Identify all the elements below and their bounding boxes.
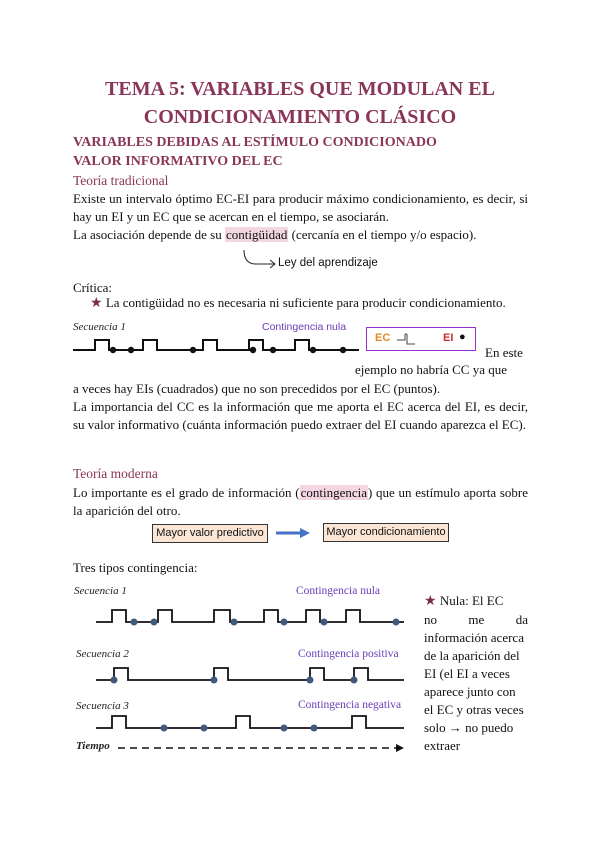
ec-dot xyxy=(211,677,218,684)
fig2-contingency-null: Contingencia nula xyxy=(296,585,380,597)
ec-dot xyxy=(310,347,316,353)
fig2-sequence3-diagram xyxy=(74,710,414,740)
highlight-contingency: contingencia xyxy=(300,485,367,500)
paragraph-optimal-interval: Existe un intervalo óptimo EC-EI para producir máximo condicionamiento, es decir, si hay un EI y un EC que se acercan en el tiempo, se asociarán. xyxy=(73,191,528,224)
text: (cercanía en el tiempo y/o espacio). xyxy=(288,227,477,242)
ec-dot xyxy=(131,619,138,626)
page-title: TEMA 5: VARIABLES QUE MODULAN EL xyxy=(105,78,495,100)
legend-ec: EC xyxy=(375,332,391,344)
ec-dot xyxy=(110,347,116,353)
side-note-line: no me da xyxy=(424,612,528,627)
star-icon: ★ xyxy=(424,594,437,609)
law-label: Ley del aprendizaje xyxy=(278,257,378,269)
ec-dot xyxy=(151,619,158,626)
heading-modern-theory: Teoría moderna xyxy=(73,466,158,481)
critique-item xyxy=(90,295,530,312)
ec-dot xyxy=(231,619,238,626)
legend-step-icon xyxy=(397,332,417,346)
text: La contigüidad no es necesaria ni suficiente para producir condicionamiento. xyxy=(105,295,506,310)
ec-dot xyxy=(111,677,118,684)
ec-dot xyxy=(128,347,134,353)
side-note-line: extraer xyxy=(424,738,461,753)
ec-dot xyxy=(270,347,276,353)
fig1-sequence-label: Secuencia 1 xyxy=(73,321,126,333)
legend-dot-icon: ● xyxy=(459,331,466,343)
subtitle-informative-value: VALOR INFORMATIVO DEL EC xyxy=(73,154,283,169)
subtitle-ec-variables: VARIABLES DEBIDAS AL ESTÍMULO CONDICIONADO xyxy=(73,135,437,150)
time-arrow-icon xyxy=(118,742,408,754)
side-note-line: de la aparición del xyxy=(424,648,520,663)
text: ) que un estímulo aporta sobre la aparición del otro. xyxy=(73,485,528,518)
text: La asociación depende de su xyxy=(73,227,225,242)
ec-dot xyxy=(311,725,318,732)
critique-label: Crítica: xyxy=(73,280,112,295)
heading-traditional-theory: Teoría tradicional xyxy=(73,173,169,188)
ec-dot xyxy=(321,619,328,626)
fig2-contingency-positive: Contingencia positiva xyxy=(298,648,399,660)
ec-dot xyxy=(281,725,288,732)
fig2-sequence2-label: Secuencia 2 xyxy=(76,648,129,660)
fig2-contingency-negative: Contingencia negativa xyxy=(298,699,402,711)
side-note-line: aparece junto con xyxy=(424,684,516,699)
paragraph-contingency xyxy=(73,484,528,520)
fig2-sequence2-diagram xyxy=(74,660,414,690)
ec-dot xyxy=(161,725,168,732)
ec-dot xyxy=(393,619,400,626)
ec-dot xyxy=(201,725,208,732)
side-text-1b: ejemplo no habría CC ya que xyxy=(355,362,507,377)
fig2-time-label: Tiempo xyxy=(76,740,110,752)
arrow-right-icon xyxy=(274,525,314,541)
fig1-legend xyxy=(366,327,476,351)
paragraph-contiguity xyxy=(73,226,528,244)
paragraph-squares: a veces hay EIs (cuadrados) que no son precedidos por el EC (puntos). xyxy=(73,381,441,396)
star-icon: ★ xyxy=(90,296,103,311)
three-types-label: Tres tipos contingencia: xyxy=(73,560,198,575)
ec-dot xyxy=(351,677,358,684)
paragraph-importance: La importancia del CC es la información que me aporta el EC acerca del EI, es decir, su valor informativo (cuánta información puedo extraer del EI cuando aparezca el EC). xyxy=(73,399,528,432)
box-conditioning: Mayor condicionamiento xyxy=(323,523,449,542)
fig2-sequence1-diagram xyxy=(74,600,414,630)
ec-dot xyxy=(307,677,314,684)
side-note-line xyxy=(424,592,528,611)
side-note-null xyxy=(424,592,528,755)
box-predictive-value: Mayor valor predictivo xyxy=(152,524,268,543)
ec-dot xyxy=(190,347,196,353)
text: Lo importante es el grado de información ( xyxy=(73,485,300,500)
side-note-line: EI (el EI a veces xyxy=(424,666,510,681)
ec-dot xyxy=(250,347,256,353)
highlight-contiguity: contigüidad xyxy=(225,227,288,242)
text: Nula: El EC xyxy=(439,593,504,608)
law-arrow-icon xyxy=(240,248,280,270)
fig2-sequence3-label: Secuencia 3 xyxy=(76,700,129,712)
page-title-line2: CONDICIONAMIENTO CLÁSICO xyxy=(143,106,457,128)
side-text-1a: En este xyxy=(485,345,523,360)
fig1-sequence-diagram xyxy=(73,332,363,358)
side-note-line: solo → no puedo xyxy=(424,720,514,735)
ec-dot xyxy=(340,347,346,353)
fig2-sequence1-label: Secuencia 1 xyxy=(74,585,127,597)
legend-ei: EI xyxy=(443,332,454,344)
side-note-line: información acerca xyxy=(424,630,524,645)
side-note-line: el EC y otras veces xyxy=(424,702,524,717)
fig1-contingency-label: Contingencia nula xyxy=(262,321,347,333)
ec-dot xyxy=(281,619,288,626)
